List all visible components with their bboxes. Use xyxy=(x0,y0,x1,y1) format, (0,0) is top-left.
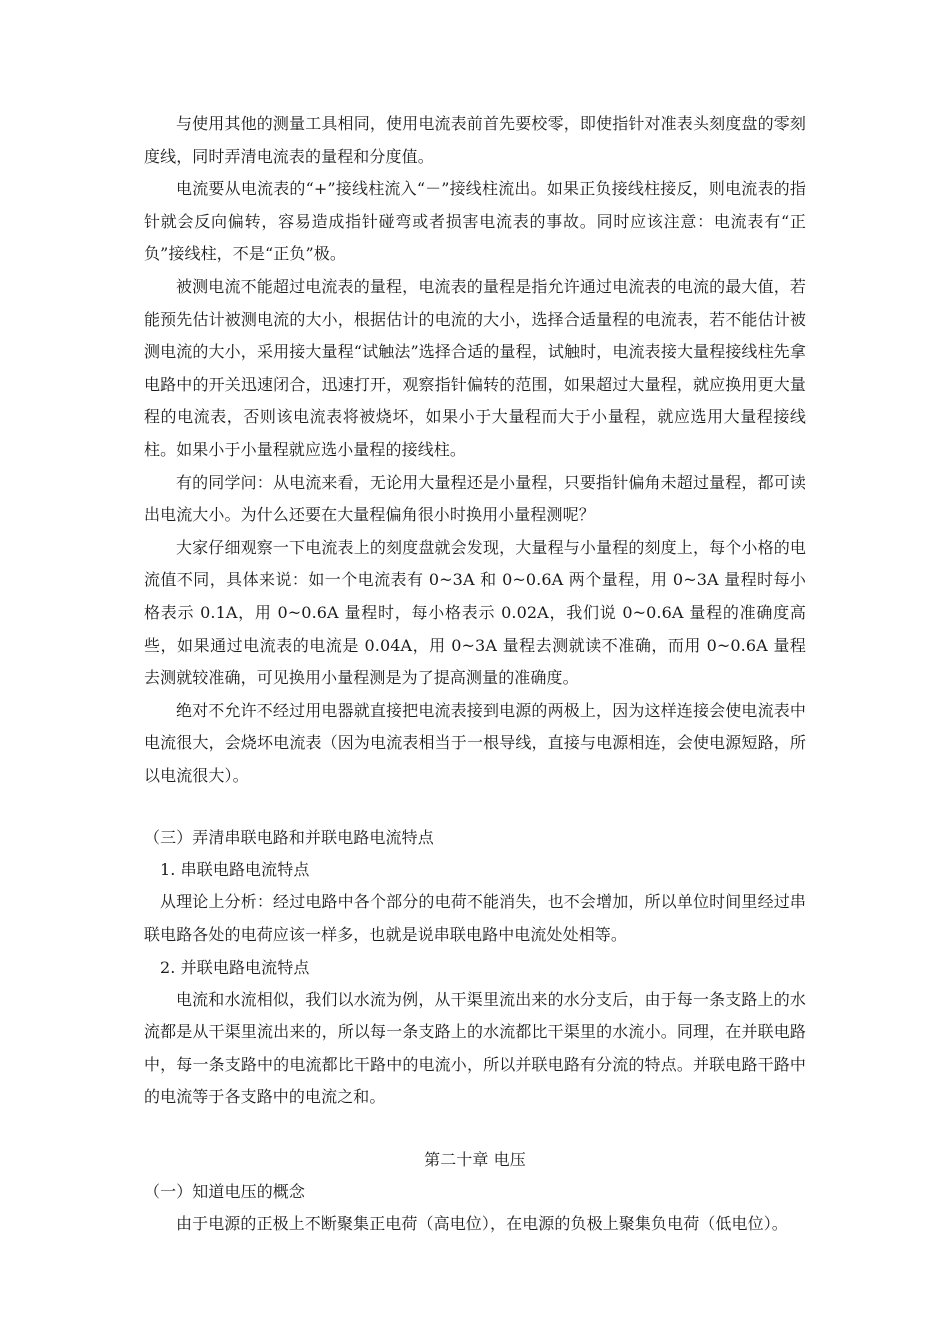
spacer xyxy=(144,792,806,822)
paragraph-question: 有的同学问：从电流来看，无论用大量程还是小量程，只要指针偏角未超过量程，都可读出电流大小。为什么还要在大量程偏角很小时换用小量程测呢？ xyxy=(144,472,806,525)
paragraph-accuracy: 大家仔细观察一下电流表上的刻度盘就会发现，大量程与小量程的刻度上，每个小格的电流值不同，具体来说：如一个电流表有 0~3A 和 0~0.6A 两个量程，用 0~3A 量程时每小格表示 0.1A，用 0~0.6A 量程时，每小格表示 0.02A，我们说 0~0.6A 量程的准确度高些，如果通过电流表的电流是 0.04A，用 0~3A 量程去测就读不准确，而用 0~0.6A 量程去测就较准确，可见换用小量程测是为了提高测量的准确度。 xyxy=(144,537,806,688)
paragraph-warning: 绝对不允许不经过用电器就直接把电流表接到电源的两极上，因为这样连接会使电流表中电流很大，会烧坏电流表（因为电流表相当于一根导线，直接与电源相连，会使电源短路，所以电流很大）。 xyxy=(144,700,806,785)
paragraph-terminals: 电流要从电流表的“+”接线柱流入“－”接线柱流出。如果正负接线柱接反，则电流表的指针就会反向偏转，容易造成指针碰弯或者损害电流表的事故。同时应该注意：电流表有“正负”接线柱，不是“正负”极。 xyxy=(144,179,806,264)
paragraph-zeroing: 与使用其他的测量工具相同，使用电流表前首先要校零，即使指针对准表头刻度盘的零刻度线，同时弄清电流表的量程和分度值。 xyxy=(144,114,806,166)
paragraph-parallel: 电流和水流相似，我们以水流为例，从干渠里流出来的水分支后，由于每一条支路上的水流都是从干渠里流出来的，所以每一条支路上的水流都比干渠里的水流小。同理，在并联电路中，每一条支路中的电流都比干路中的电流小，所以并联电路有分流的特点。并联电路干路中的电流等于各支路中的电流之和。 xyxy=(144,989,806,1107)
section-heading-series-parallel: （三）弄清串联电路和并联电路电流特点 xyxy=(144,828,434,848)
section-heading-voltage: （一）知道电压的概念 xyxy=(144,1182,306,1202)
text-column xyxy=(144,108,806,1241)
subheading-series: 1. 串联电路电流特点 xyxy=(160,860,310,880)
paragraph-series: 从理论上分析：经过电路中各个部分的电荷不能消失，也不会增加，所以单位时间里经过串联电路各处的电荷应该一样多，也就是说串联电路中电流处处相等。 xyxy=(144,892,806,945)
paragraph-voltage: 由于电源的正极上不断聚集正电荷（高电位），在电源的负极上聚集负电荷（低电位）。 xyxy=(176,1214,788,1234)
subheading-parallel: 2. 并联电路电流特点 xyxy=(160,957,310,977)
spacer xyxy=(144,1114,806,1144)
paragraph-range: 被测电流不能超过电流表的量程，电流表的量程是指允许通过电流表的电流的最大值，若能预先估计被测电流的大小，根据估计的电流的大小，选择合适量程的电流表，若不能估计被测电流的大小，采用接大量程“试触法”选择合适的量程，试触时，电流表接大量程接线柱先拿电路中的开关迅速闭合，迅速打开，观察指针偏转的范围，如果超过大量程，就应换用更大量程的电流表，否则该电流表将被烧坏，如果小于大量程而大于小量程，就应选用大量程接线柱。如果小于小量程就应选小量程的接线柱。 xyxy=(144,276,806,459)
chapter-title: 第二十章 电压 xyxy=(424,1150,526,1170)
